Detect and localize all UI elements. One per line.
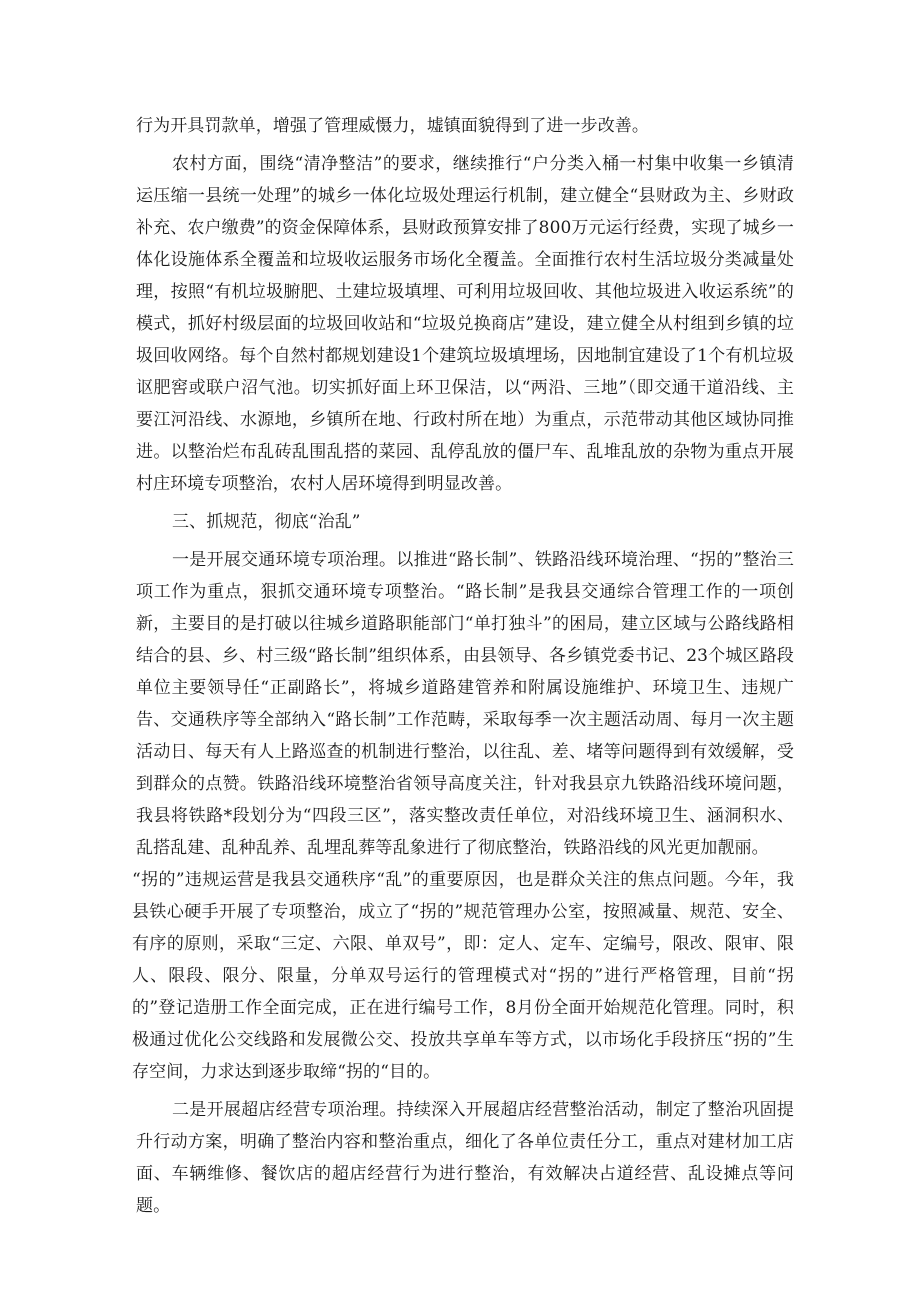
paragraph-guaidi-regulation: “拐的”违规运营是我县交通秩序“乱”的重要原因，也是群众关注的焦点问题。今年，我县铁心硬手开展了专项整治，成立了“拐的”规范管理办公室，按照减量、规范、安全、有序的原则，采取“三定、六限、单双号”，即：定人、定车、定编号，限改、限审、限人、限段、限分、限量，分单双号运行的管理模式对“拐的”进行严格管理，目前“拐的”登记造册工作全面完成，正在进行编号工作，8月份全面开始规范化管理。同时，积极通过优化公交线路和发展微公交、投放共享单车等方式，以市场化手段挤压“拐的”生存空间，力求达到逐步取缔“拐的“目的。 — [132, 870, 794, 1082]
section-heading: 三、抓规范，彻底“治乱” — [172, 512, 361, 532]
paragraph-store-overflow: 二是开展超店经营专项治理。持续深入开展超店经营整治活动，制定了整治巩固提升行动方案，明确了整治内容和整治重点，细化了各单位责任分工，重点对建材加工店面、车辆维修、餐饮店的超店经营行为进行整治，有效解决占道经营、乱设摊点等问题。 — [136, 1100, 794, 1216]
paragraph-continuation: 行为开具罚款单，增强了管理威慑力，墟镇面貌得到了进一步改善。 — [136, 116, 649, 136]
document-page — [132, 110, 794, 1222]
paragraph-rural-waste: 农村方面，围绕“清净整洁”的要求，继续推行“户分类入桶一村集中收集一乡镇清运压缩一县统一处理”的城乡一体化垃圾处理运行机制，建立健全“县财政为主、乡财政补充、农户缴费”的资金保障体系，县财政预算安排了800万元运行经费，实现了城乡一体化设施体系全覆盖和垃圾收运服务市场化全覆盖。全面推行农村生活垃圾分类减量处理，按照“有机垃圾腑肥、土建垃圾填埋、可利用垃圾回收、其他垃圾进入收运系统”的模式，抓好村级层面的垃圾回收站和“垃圾兑换商店”建设，建立健全从村组到乡镇的垃圾回收网络。每个自然村都规划建设1个建筑垃圾填埋场，因地制宜建设了1个有机垃圾讴肥窖或联户沼气池。切实抓好面上环卫保洁，以“两沿、三地”（即交通干道沿线、主要江河沿线、水源地，乡镇所在地、行政村所在地）为重点，示范带动其他区域协同推进。以整治烂布乱砖乱围乱搭的菜园、乱停乱放的僵尸车、乱堆乱放的杂物为重点开展村庄环境专项整治，农村人居环境得到明显改善。 — [136, 154, 794, 494]
paragraph-traffic-governance: 一是开展交通环境专项治理。以推进“路长制”、铁路沿线环境治理、“拐的”整治三项工作为重点，狠抓交通环境专项整治。“路长制”是我县交通综合管理工作的一项创新，主要目的是打破以往城乡道路职能部门“单打独斗”的困局，建立区域与公路线路相结合的县、乡、村三级“路长制”组织体系，由县领导、各乡镇党委书记、23个城区路段单位主要领导任“正副路长”，将城乡道路建管养和附属设施维护、环境卫生、违规广告、交通秩序等全部纳入“路长制”工作范畴，采取每季一次主题活动周、每月一次主题活动日、每天有人上路巡查的机制进行整治，以往乱、差、堵等问题得到有效缓解，受到群众的点赞。铁路沿线环境整治省领导高度关注，针对我县京九铁路沿线环境问题，我县将铁路*段划分为“四段三区”，落实整改责任单位，对沿线环境卫生、涵洞积水、乱搭乱建、乱种乱养、乱埋乱葬等乱象进行了彻底整治，铁路沿线的风光更加靓丽。 — [136, 550, 794, 858]
